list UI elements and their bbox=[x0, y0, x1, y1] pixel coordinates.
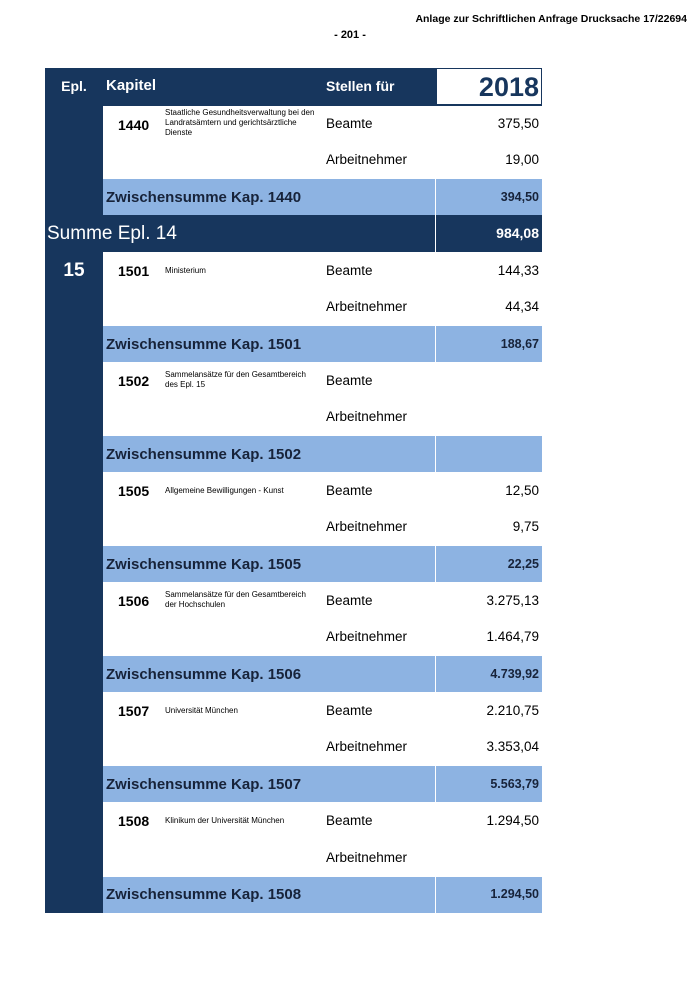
subtotal-label: Zwischensumme Kap. 1502 bbox=[106, 446, 302, 463]
document-annex-reference: Anlage zur Schriftlichen Anfrage Drucksache 17/22694 bbox=[415, 13, 687, 25]
subtotal-value: 394,50 bbox=[500, 190, 539, 204]
role-label: Arbeitnehmer bbox=[326, 299, 408, 314]
chapter-name: Allgemeine Bewilligungen - Kunst bbox=[165, 486, 284, 495]
value-cell: 9,75 bbox=[512, 519, 539, 534]
role-label: Beamte bbox=[326, 116, 373, 131]
role-label: Arbeitnehmer bbox=[326, 739, 408, 754]
role-label: Beamte bbox=[326, 813, 373, 828]
chapter-number: 1501 bbox=[118, 263, 150, 279]
column-divider bbox=[435, 436, 436, 472]
chapter-number: 1507 bbox=[118, 703, 150, 719]
value-cell: 3.353,04 bbox=[486, 739, 539, 754]
total-label: Summe Epl. 14 bbox=[47, 223, 177, 244]
role-label: Beamte bbox=[326, 483, 373, 498]
value-cell: 375,50 bbox=[497, 116, 539, 131]
column-divider bbox=[435, 656, 436, 692]
value-cell: 1.464,79 bbox=[486, 629, 539, 644]
chapter-number: 1502 bbox=[118, 373, 150, 389]
chapter-name: Staatliche Gesundheitsverwaltung bei den Landratsämtern und gerichtsärztliche Dienste bbox=[165, 108, 315, 137]
subtotal-label: Zwischensumme Kap. 1506 bbox=[106, 666, 302, 683]
subtotal-label: Zwischensumme Kap. 1508 bbox=[106, 886, 302, 903]
subtotal-label: Zwischensumme Kap. 1507 bbox=[106, 776, 302, 793]
epl-number: 15 bbox=[63, 260, 85, 281]
column-divider bbox=[435, 215, 436, 252]
value-cell: 1.294,50 bbox=[486, 813, 539, 828]
column-divider bbox=[435, 179, 436, 215]
chapter-name: Sammelansätze für den Gesamtbereich der Hochschulen bbox=[165, 590, 306, 609]
total-value: 984,08 bbox=[496, 225, 539, 241]
column-header-year: 2018 bbox=[478, 72, 539, 102]
value-cell: 3.275,13 bbox=[486, 593, 539, 608]
role-label: Beamte bbox=[326, 373, 373, 388]
role-label: Arbeitnehmer bbox=[326, 629, 408, 644]
column-divider bbox=[435, 326, 436, 362]
role-label: Beamte bbox=[326, 593, 373, 608]
subtotal-label: Zwischensumme Kap. 1505 bbox=[106, 556, 302, 573]
epl-column-15 bbox=[45, 252, 103, 913]
role-label: Arbeitnehmer bbox=[326, 519, 408, 534]
subtotal-value: 188,67 bbox=[500, 337, 539, 351]
page-number: - 201 - bbox=[334, 29, 366, 41]
role-label: Arbeitnehmer bbox=[326, 409, 408, 424]
subtotal-value: 1.294,50 bbox=[490, 887, 539, 901]
role-label: Beamte bbox=[326, 263, 373, 278]
chapter-name: Ministerium bbox=[165, 266, 206, 275]
subtotal-label: Zwischensumme Kap. 1501 bbox=[106, 336, 302, 353]
value-cell: 144,33 bbox=[497, 263, 539, 278]
subtotal-value: 5.563,79 bbox=[490, 777, 539, 791]
chapter-name: Klinikum der Universität München bbox=[165, 816, 285, 825]
value-cell: 2.210,75 bbox=[486, 703, 539, 718]
column-header-kapitel: Kapitel bbox=[106, 77, 157, 94]
subtotal-value: 22,25 bbox=[507, 557, 539, 571]
column-divider bbox=[435, 546, 436, 582]
subtotal-label: Zwischensumme Kap. 1440 bbox=[106, 189, 302, 206]
chapter-number: 1508 bbox=[118, 813, 150, 829]
chapter-number: 1505 bbox=[118, 483, 150, 499]
chapter-name: Sammelansätze für den Gesamtbereich des Epl. 15 bbox=[165, 370, 306, 389]
chapter-number: 1440 bbox=[118, 117, 150, 133]
column-header-epl: Epl. bbox=[61, 78, 87, 94]
value-cell: 44,34 bbox=[505, 299, 539, 314]
column-divider bbox=[435, 766, 436, 802]
subtotal-value: 4.739,92 bbox=[490, 667, 539, 681]
role-label: Arbeitnehmer bbox=[326, 152, 408, 167]
chapter-number: 1506 bbox=[118, 593, 150, 609]
value-cell: 19,00 bbox=[505, 152, 539, 167]
role-label: Beamte bbox=[326, 703, 373, 718]
epl-column-14 bbox=[45, 106, 103, 215]
column-header-stellen: Stellen für bbox=[326, 78, 395, 94]
chapter-name: Universität München bbox=[165, 706, 238, 715]
value-cell: 12,50 bbox=[505, 483, 539, 498]
column-divider bbox=[435, 877, 436, 913]
role-label: Arbeitnehmer bbox=[326, 850, 408, 865]
